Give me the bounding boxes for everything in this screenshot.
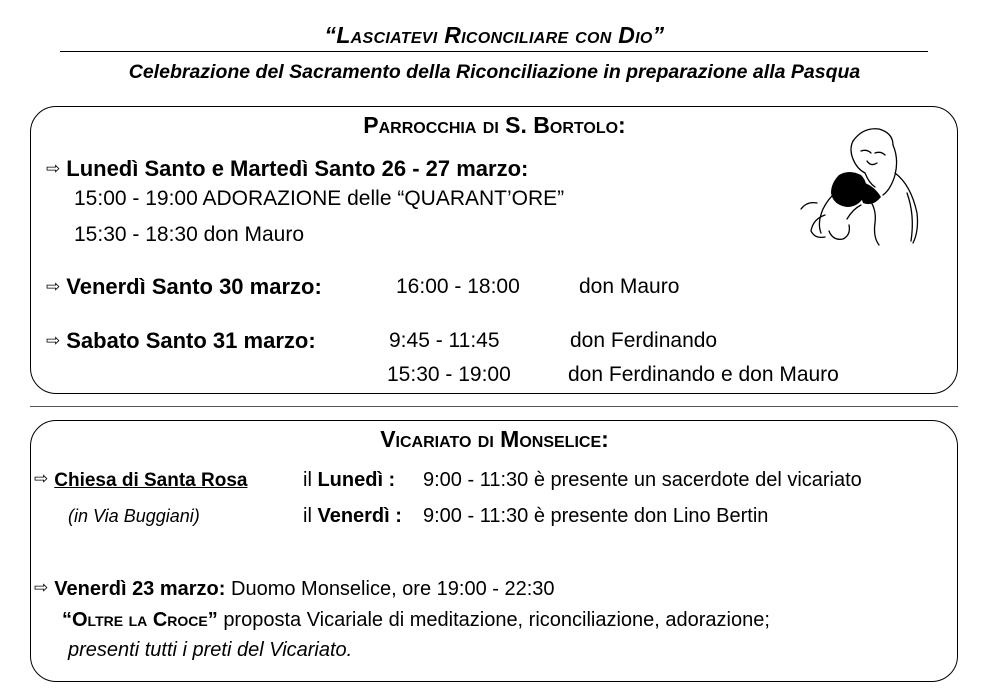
arrow-icon: ⇨	[34, 469, 49, 488]
entry-date: Sabato Santo 31 marzo:	[66, 328, 316, 353]
row-prefix: il	[303, 505, 312, 527]
entry-time: 15:30 - 19:00	[387, 363, 511, 386]
evento-desc-line	[62, 609, 770, 632]
chiesa-row-lunedi	[303, 469, 395, 492]
entry-date: Venerdì Santo 30 marzo:	[66, 274, 322, 299]
arrow-icon: ⇨	[46, 159, 61, 178]
entry-who: don Mauro	[579, 275, 680, 298]
entry-time: 9:45 - 11:45	[389, 329, 500, 352]
parrocchia-heading: Parrocchia di S. Bortolo:	[363, 112, 626, 138]
row-prefix: il	[303, 469, 312, 491]
arrow-icon: ⇨	[34, 578, 49, 597]
row-text: 9:00 - 11:30 è presente un sacerdote del vicariato	[423, 469, 862, 491]
entry-sabato-santo	[46, 328, 316, 354]
evento-name: “Oltre la Croce”	[62, 609, 218, 631]
chiesa-entry	[34, 469, 247, 492]
entry-who: don Ferdinando e don Mauro	[568, 363, 839, 386]
arrow-icon: ⇨	[46, 331, 61, 350]
entry-lunedi-martedi	[46, 156, 528, 182]
entry-line: 15:30 - 18:30 don Mauro	[74, 223, 304, 246]
chiesa-name: Chiesa di Santa Rosa	[54, 470, 248, 491]
chiesa-row-venerdi	[303, 505, 402, 528]
entry-time: 16:00 - 18:00	[396, 275, 520, 298]
entry-line: 15:00 - 19:00 ADORAZIONE delle “QUARANT’ORE”	[74, 187, 565, 210]
row-day: Lunedì :	[317, 469, 396, 491]
evento-note: presenti tutti i preti del Vicariato.	[68, 639, 353, 661]
chiesa-address: (in Via Buggiani)	[68, 506, 200, 526]
document-title: “Lasciatevi Riconciliare con Dio”	[324, 22, 665, 48]
entry-date: Lunedì Santo e Martedì Santo 26 - 27 marzo:	[66, 156, 529, 181]
entry-venerdi-santo	[46, 274, 322, 300]
vicariato-heading: Vicariato di Monselice:	[380, 426, 609, 452]
entry-who: don Ferdinando	[570, 329, 718, 352]
document-subtitle: Celebrazione del Sacramento della Riconciliazione in preparazione alla Pasqua	[128, 61, 861, 83]
arrow-icon: ⇨	[46, 277, 61, 296]
embrace-illustration	[795, 123, 935, 248]
evento-entry	[34, 578, 555, 601]
section-divider	[30, 406, 958, 407]
title-underline	[60, 51, 928, 52]
row-day: Venerdì :	[317, 505, 402, 527]
evento-desc: proposta Vicariale di meditazione, riconciliazione, adorazione;	[223, 609, 770, 631]
row-text: 9:00 - 11:30 è presente don Lino Bertin	[423, 505, 769, 527]
evento-date: Venerdì 23 marzo:	[54, 578, 226, 600]
evento-place: Duomo Monselice, ore 19:00 - 22:30	[231, 578, 555, 600]
